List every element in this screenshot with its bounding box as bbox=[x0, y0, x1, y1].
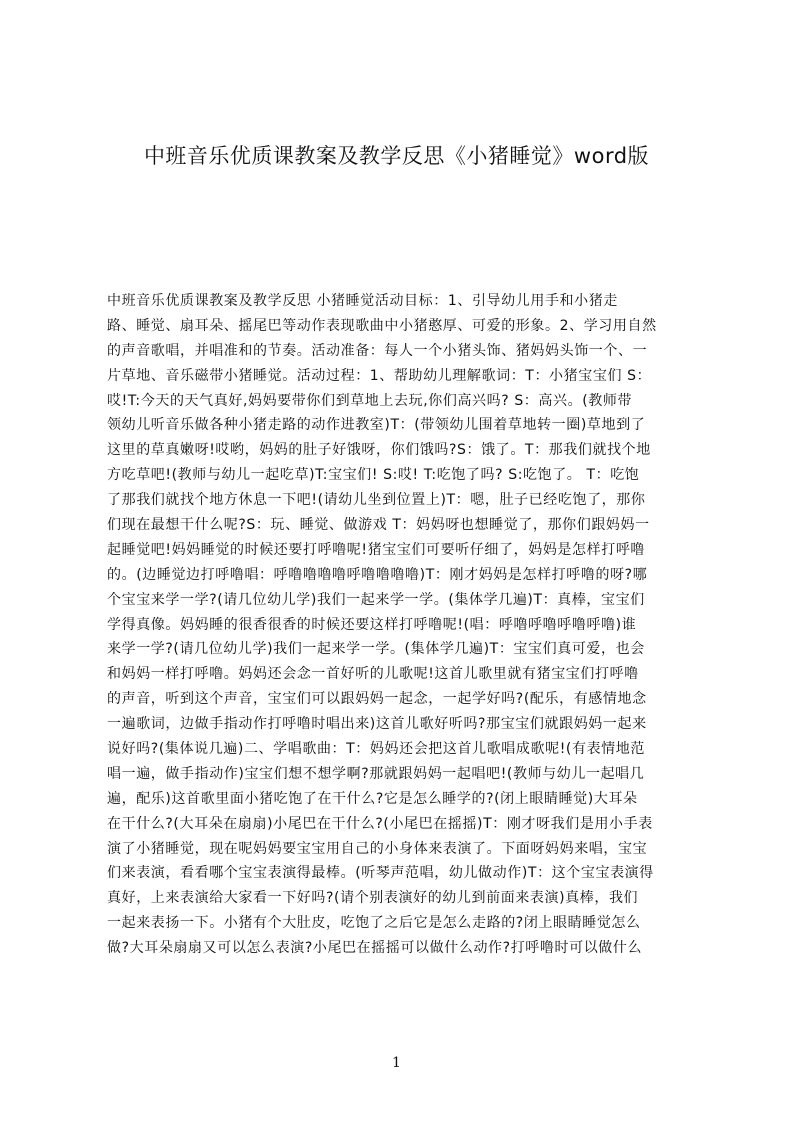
body-line: 做?大耳朵扇扇又可以怎么表演?小尾巴在摇摇可以做什么动作?打呼噜时可以做什么 bbox=[107, 940, 643, 957]
body-line: 起睡觉吧!妈妈睡觉的时候还要打呼噜呢!猪宝宝们可要听仔细了，妈妈是怎样打呼噜 bbox=[107, 541, 646, 558]
body-line: 和妈妈一样打呼噜。妈妈还会念一首好听的儿歌呢!这首儿歌里就有猪宝宝们打呼噜 bbox=[107, 666, 639, 683]
body-line: 演了小猪睡觉，现在呢妈妈要宝宝用自己的小身体来表演了。下面呀妈妈来唱，宝宝 bbox=[107, 840, 648, 857]
document-title: 中班音乐优质课教案及教学反思《小猪睡觉》word版 bbox=[143, 144, 650, 168]
body-line: 了那我们就找个地方休息一下吧!(请幼儿坐到位置上)T：嗯，肚子已经吃饱了，那你 bbox=[107, 492, 646, 509]
body-line: 一遍歌词，边做手指动作打呼噜时唱出来)这首儿歌好听吗?那宝宝们就跟妈妈一起来 bbox=[107, 716, 647, 733]
body-line: 说好吗?(集体说几遍)二、学唱歌曲：T：妈妈还会把这首儿歌唱成歌呢!(有表情地范 bbox=[107, 741, 645, 758]
document-body bbox=[107, 289, 699, 961]
body-line: 的声音歌唱，并唱准和的节奏。活动准备：每人一个小猪头饰、猪妈妈头饰一个、一 bbox=[107, 342, 648, 359]
body-line: 中班音乐优质课教案及教学反思 小猪睡觉活动目标：1、引导幼儿用手和小猪走 bbox=[107, 293, 618, 309]
body-line: 们现在最想干什么呢?S：玩、睡觉、做游戏 T：妈妈呀也想睡觉了，那你们跟妈妈一 bbox=[107, 517, 650, 534]
body-line: 来学一学?(请几位幼儿学)我们一起来学一学。(集体学几遍)T：宝宝们真可爱，也会 bbox=[107, 641, 645, 658]
body-line: 个宝宝来学一学?(请几位幼儿学)我们一起来学一学。(集体学几遍)T：真棒，宝宝们 bbox=[107, 591, 645, 608]
body-line: 的。(边睡觉边打呼噜唱：呼噜噜噜噜呼噜噜噜噜)T：刚才妈妈是怎样打呼噜的呀?哪 bbox=[107, 566, 648, 583]
body-line: 一起来表扬一下。小猪有个大肚皮，吃饱了之后它是怎么走路的?闭上眼睛睡觉怎么 bbox=[107, 915, 641, 932]
body-line: 方吃草吧!(教师与幼儿一起吃草)T:宝宝们! S:哎! T:吃饱了吗? S:吃饱了。 T：吃饱 bbox=[107, 467, 640, 484]
body-line: 路、睡觉、扇耳朵、摇尾巴等动作表现歌曲中小猪憨厚、可爱的形象。2、学习用自然 bbox=[107, 317, 657, 334]
body-line: 领幼儿听音乐做各种小猪走路的动作进教室)T：(带领幼儿围着草地转一圈)草地到了 bbox=[107, 417, 646, 434]
body-line: 们来表演，看看哪个宝宝表演得最棒。(听琴声范唱，幼儿做动作)T：这个宝宝表演得 bbox=[107, 865, 654, 882]
body-line: 遍，配乐)这首歌里面小猪吃饱了在干什么?它是怎么睡学的?(闭上眼睛睡觉)大耳朵 bbox=[107, 790, 638, 807]
body-line: 真好，上来表演给大家看一下好吗?(请个别表演好的幼儿到前面来表演)真棒，我们 bbox=[107, 890, 639, 907]
body-line: 学得真像。妈妈睡的很香很香的时候还要这样打呼噜呢!(唱：呼噜呼噜呼噜呼噜)谁 bbox=[107, 616, 637, 633]
page-number: 1 bbox=[392, 1055, 401, 1071]
body-line: 哎!T:今天的天气真好,妈妈要带你们到草地上去玩,你们高兴吗? S：高兴。(教师带 bbox=[107, 392, 633, 409]
body-line: 这里的草真嫩呀!哎哟，妈妈的肚子好饿呀，你们饿吗?S：饿了。T：那我们就找个地 bbox=[107, 442, 651, 459]
body-line: 片草地、音乐磁带小猪睡觉。活动过程：1、帮助幼儿理解歌词：T：小猪宝宝们 S： bbox=[107, 367, 652, 384]
body-line: 唱一遍，做手指动作)宝宝们想不想学啊?那就跟妈妈一起唱吧!(教师与幼儿一起唱几 bbox=[107, 765, 645, 782]
body-line: 的声音，听到这个声音，宝宝们可以跟妈妈一起念，一起学好吗?(配乐，有感情地念 bbox=[107, 691, 647, 708]
body-line: 在干什么?(大耳朵在扇扇)小尾巴在干什么?(小尾巴在摇摇)T：刚才呀我们是用小手表 bbox=[107, 815, 653, 832]
